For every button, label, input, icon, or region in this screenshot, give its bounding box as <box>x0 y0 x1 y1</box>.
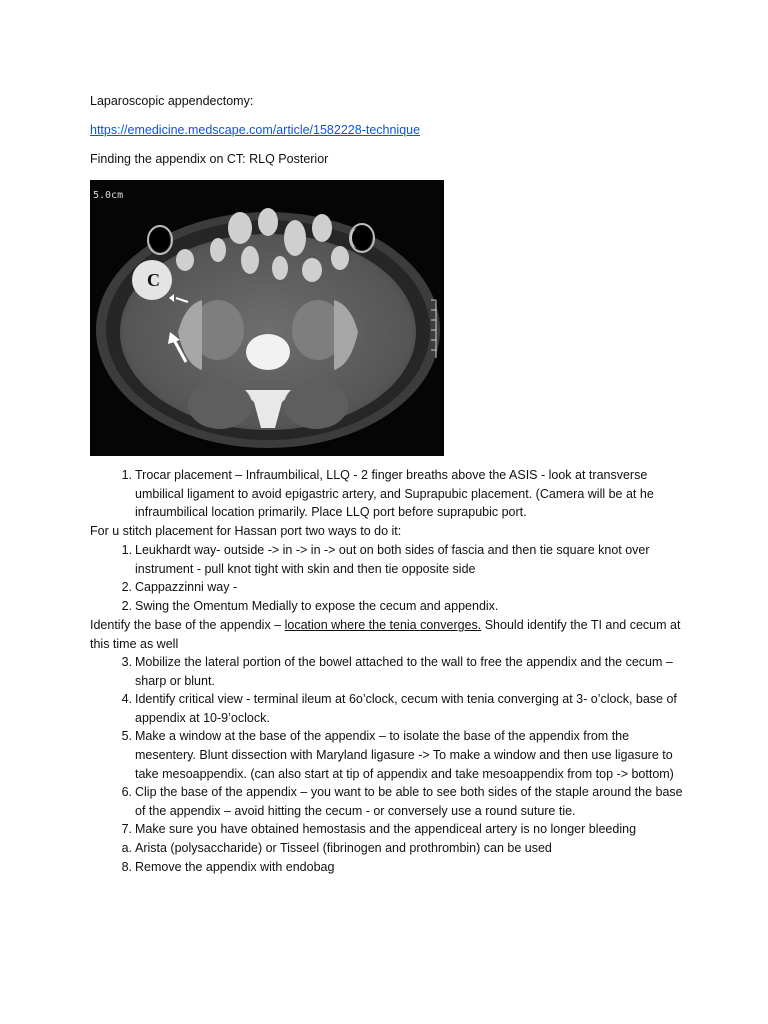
list-item-text: Swing the Omentum Medially to expose the cecum and appendix. <box>135 598 499 613</box>
list-item-number: 1. <box>121 468 132 482</box>
document-title: Laparoscopic appendectomy: <box>90 94 254 108</box>
ct-scale-label: 5.0cm <box>93 190 124 201</box>
list-item <box>90 466 690 522</box>
ct-scan-image <box>90 180 444 456</box>
list-subitem-letter: a. <box>121 840 132 855</box>
list-item <box>90 727 690 783</box>
trocar-list <box>90 466 690 522</box>
list-item-text: Leukhardt way- outside -> in -> in -> out on both sides of fascia and then tie square knot over instrument - pull knot tight with skin and then tie opposite side <box>135 543 650 576</box>
list-item-number: 2. <box>121 598 132 613</box>
reference-paragraph <box>90 121 690 140</box>
reference-link[interactable]: https://emedicine.medscape.com/article/1582228-technique <box>90 123 421 137</box>
list-item-number: 3. <box>121 655 132 669</box>
list-item-text: Clip the base of the appendix – you want to be able to see both sides of the staple around the base of the appendix – avoid hitting the cecum - or conversely use a round suture tie. <box>135 785 683 818</box>
list-item-text: Identify critical view - terminal ileum at 6o’clock, cecum with tenia converging at 3- o’clock, base of appendix at 10-9’oclock. <box>135 692 677 725</box>
list-item-number: 8. <box>121 859 132 874</box>
list-item <box>90 541 690 578</box>
ct-heading: Finding the appendix on CT: RLQ Posterior <box>90 152 329 166</box>
list-item-text: Trocar placement – Infraumbilical, LLQ - 2 finger breaths above the ASIS - look at transverse umbilical ligament to avoid epigastric artery, and Suprapubic placement. (Camera will be at he infraumbilical location primarily. Place LLQ port before suprapubic port. <box>135 468 654 520</box>
list-item-number: 5. <box>121 729 132 744</box>
list-item-number: 1. <box>121 543 132 557</box>
list-item-number: 6. <box>121 785 132 800</box>
list-item <box>90 783 690 820</box>
list-item-number: 2. <box>121 580 132 595</box>
list-item <box>90 858 690 877</box>
list-item-text: Make a window at the base of the appendix – to isolate the base of the appendix from the mesentery. Blunt dissection with Maryland ligasure -> To make a window and then use ligasure to take mesoappendix. (can also start at tip of appendix and take mesoappendix from top -> bottom) <box>135 729 674 781</box>
identify-base-text-post: Should identify the TI and cecum at this time as well <box>90 618 681 651</box>
procedure-steps <box>90 653 690 876</box>
list-subitem-text: Arista (polysaccharide) or Tisseel (fibrinogen and prothrombin) can be used <box>135 840 552 855</box>
ustitch-list <box>90 541 690 615</box>
identify-base-underlined: location where the tenia converges. <box>284 618 482 632</box>
identify-base-paragraph <box>90 616 690 653</box>
list-item <box>90 690 690 727</box>
list-item <box>90 578 690 597</box>
list-item-text: Mobilize the lateral portion of the bowel attached to the wall to free the appendix and the cecum – sharp or blunt. <box>135 655 673 688</box>
list-item <box>90 820 690 839</box>
ustitch-heading: For u stitch placement for Hassan port two ways to do it: <box>90 524 402 538</box>
list-item <box>90 597 690 616</box>
list-item-text: Make sure you have obtained hemostasis and the appendiceal artery is no longer bleeding <box>135 822 637 837</box>
list-item-text: Cappazzinni way - <box>135 580 238 595</box>
list-subitem <box>90 839 690 858</box>
identify-base-text: Identify the base of the appendix – <box>90 618 285 632</box>
list-item-number: 4. <box>121 692 132 707</box>
list-item-number: 7. <box>121 822 132 837</box>
ct-cecum-marker: C <box>147 270 160 290</box>
list-item <box>90 653 690 690</box>
list-item-text: Remove the appendix with endobag <box>135 859 335 874</box>
